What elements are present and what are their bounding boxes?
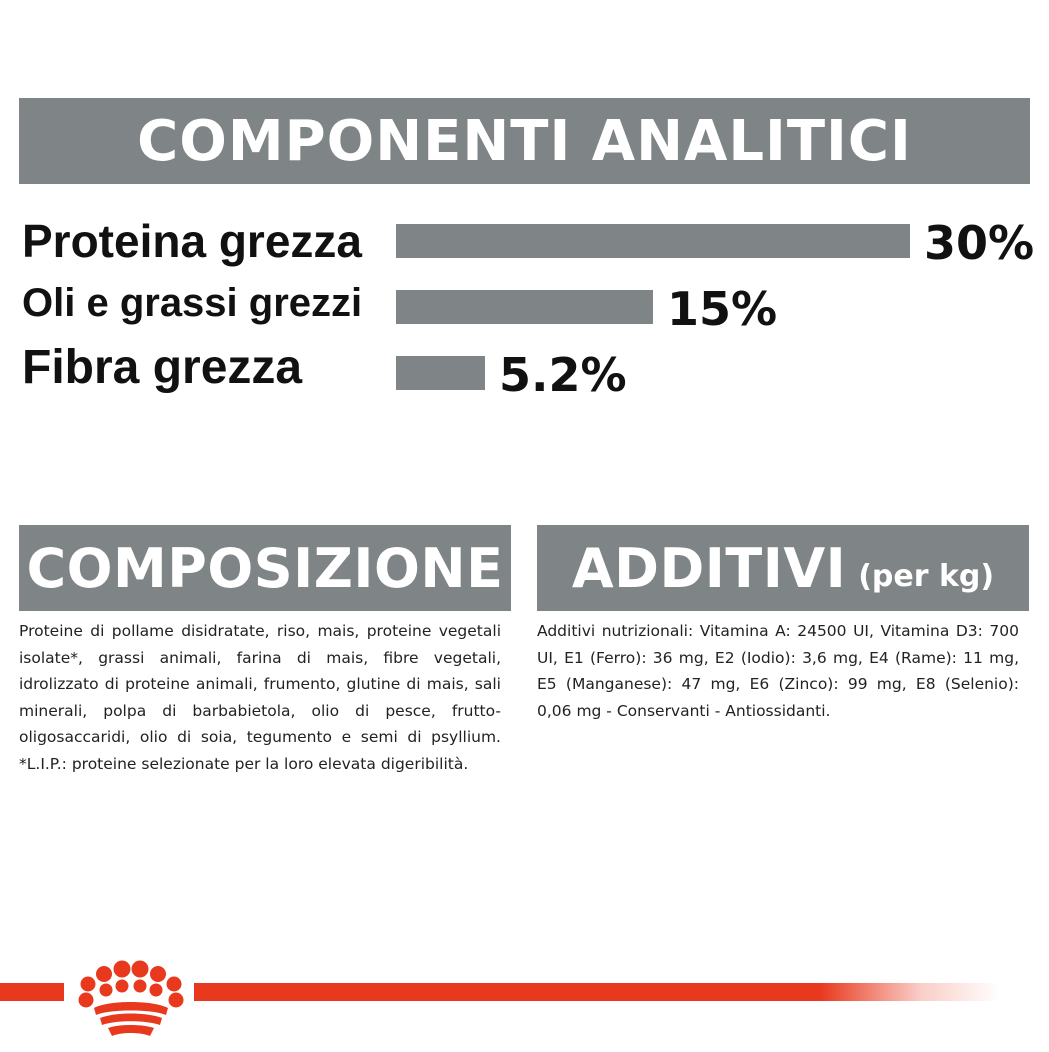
composizione-text: Proteine di pollame disidratate, riso, mais, proteine vegetali isolate*, grassi animali, farina di mais, fibre vegetali, idrolizzato di proteine animali, frumento, glutine di mais, sali minerali, polpa di barbabietola, olio di pesce, frutto-oligosaccaridi, olio di soia, tegumento e semi di psyllium. *L.I.P.: proteine selezionate per la loro elevata digeribilità. (19, 622, 501, 773)
nutrient-label: Fibra grezza (22, 341, 303, 394)
additivi-title: ADDITIVI (571, 536, 847, 600)
additivi-text: Additivi nutrizionali: Vitamina A: 24500 UI, Vitamina D3: 700 UI, E1 (Ferro): 36 mg, E2 (Iodio): 3,6 mg, E4 (Rame): 11 mg, E5 (Manganese): 47 mg, E6 (Zinco): 99 mg, E8 (Selenio): 0,06 mg - Conservanti - Antiossidanti. (537, 622, 1019, 720)
nutrient-value: 30% (924, 216, 1035, 270)
nutrient-bar (396, 224, 910, 258)
nutrient-label: Proteina grezza (22, 215, 362, 267)
analitici-header (19, 98, 1030, 184)
nutrient-bar (396, 356, 485, 390)
nutrient-value: 5.2% (499, 348, 627, 402)
nutrient-value: 15% (667, 282, 778, 336)
composizione-title: COMPOSIZIONE (26, 536, 504, 600)
additivi-subtitle: (per kg) (858, 558, 995, 594)
crown-icon (64, 952, 194, 1047)
nutrient-label: Oli e grassi grezzi (22, 281, 363, 325)
brand-logo (64, 952, 194, 1047)
additivi-header (537, 525, 1029, 611)
composizione-header (19, 525, 511, 611)
nutrient-bar (396, 290, 653, 324)
analitici-title: COMPONENTI ANALITICI (137, 108, 912, 174)
